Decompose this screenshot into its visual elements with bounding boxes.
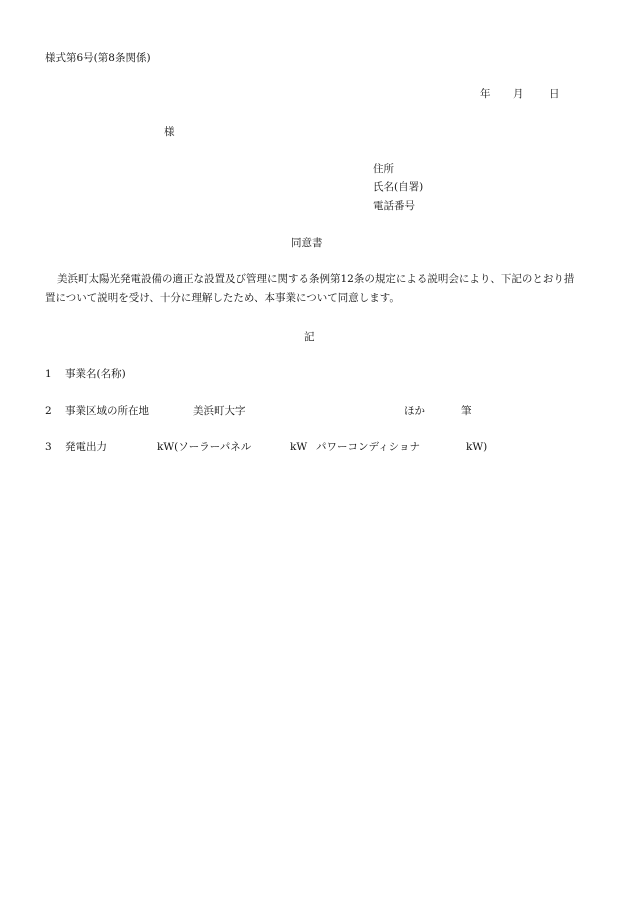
body-paragraph: 美浜町太陽光発電設備の適正な設置及び管理に関する条例第12条の規定による説明会により、下記のとおり措置について説明を受け、十分に理解したため、本事業について同意します。 xyxy=(45,273,575,304)
item-number: 1 xyxy=(45,368,52,380)
ki-heading: 記 xyxy=(304,331,315,343)
item-number: 2 xyxy=(45,405,52,417)
item-label: 発電出力 xyxy=(65,441,107,453)
item-label: 事業名(名称) xyxy=(65,368,126,380)
day-label: 日 xyxy=(549,88,560,100)
kw-unit: kW xyxy=(290,441,308,453)
location-prefix: 美浜町大字 xyxy=(193,405,246,417)
form-label: 様式第6号(第8条関係) xyxy=(45,52,151,64)
solar-panel-output-label: kW(ソーラーパネル xyxy=(157,441,252,453)
addressee-honorific: 様 xyxy=(164,126,175,138)
name-label: 氏名(自署) xyxy=(373,181,424,193)
kw-close-unit: kW) xyxy=(466,441,488,453)
document-title: 同意書 xyxy=(291,237,323,249)
year-label: 年 xyxy=(480,88,491,100)
unit-label: 筆 xyxy=(461,405,472,417)
item-label: 事業区域の所在地 xyxy=(65,405,149,417)
hoka-label: ほか xyxy=(404,405,425,417)
item-number: 3 xyxy=(45,441,52,453)
month-label: 月 xyxy=(513,88,524,100)
phone-label: 電話番号 xyxy=(373,200,415,212)
inverter-label: パワーコンディショナ xyxy=(316,441,420,453)
address-label: 住所 xyxy=(373,163,394,175)
